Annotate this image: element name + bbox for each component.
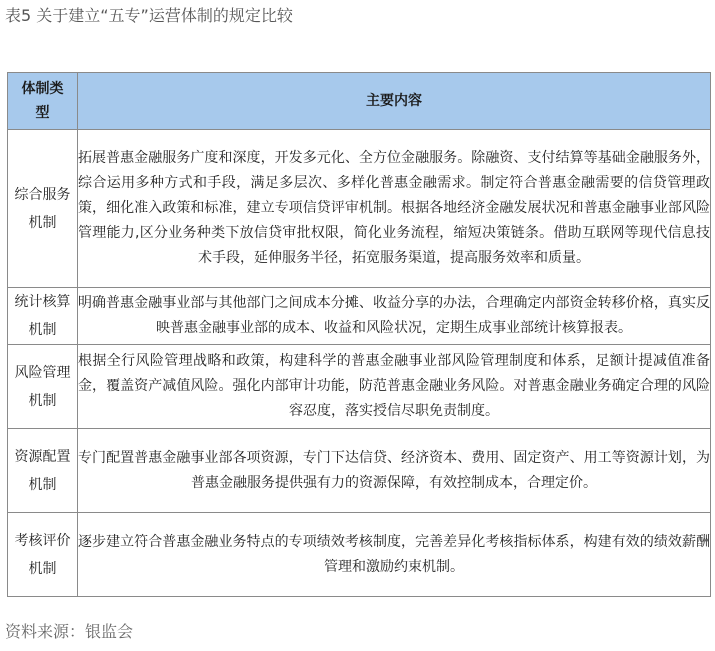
mechanism-content-cell: 明确普惠金融事业部与其他部门之间成本分摊、收益分享的办法，合理确定内部资金转移价格，真实反映普惠金融事业部的成本、收益和风险状况，定期生成事业部统计核算报表。: [78, 288, 711, 345]
mechanism-type-cell: 综合服务机制: [8, 130, 78, 288]
operation-mechanism-table: [7, 72, 711, 597]
mechanism-type-cell: 风险管理机制: [8, 345, 78, 429]
mechanism-content-cell: 专门配置普惠金融事业部各项资源，专门下达信贷、经济资本、费用、固定资产、用工等资源计划，为普惠金融服务提供强有力的资源保障，有效控制成本，合理定价。: [78, 429, 711, 513]
mechanism-type-cell: 资源配置机制: [8, 429, 78, 513]
mechanism-content-cell: 拓展普惠金融服务广度和深度，开发多元化、全方位金融服务。除融资、支付结算等基础金融服务外，综合运用多种方式和手段，满足多层次、多样化普惠金融需求。制定符合普惠金融需要的信贷管理政策，细化准入政策和标准，建立专项信贷评审机制。根据各地经济金融发展状况和普惠金融事业部风险管理能力,区分业务种类下放信贷审批权限，简化业务流程，缩短决策链条。借助互联网等现代信息技术手段，延伸服务半径，拓宽服务渠道，提高服务效率和质量。: [78, 130, 711, 288]
mechanism-content-cell: 根据全行风险管理战略和政策，构建科学的普惠金融事业部风险管理制度和体系，足额计提减值准备金，覆盖资产减值风险。强化内部审计功能，防范普惠金融业务风险。对普惠金融业务确定合理的风险容忍度，落实授信尽职免责制度。: [78, 345, 711, 429]
header-mechanism-type: 体制类型: [8, 73, 78, 130]
table-row: [8, 513, 711, 597]
mechanism-type-cell: 考核评价机制: [8, 513, 78, 597]
table-row: [8, 429, 711, 513]
mechanism-type-cell: 统计核算机制: [8, 288, 78, 345]
table-row: [8, 288, 711, 345]
table-row: [8, 130, 711, 288]
mechanism-content-cell: 逐步建立符合普惠金融业务特点的专项绩效考核制度，完善差异化考核指标体系，构建有效的绩效薪酬管理和激励约束机制。: [78, 513, 711, 597]
header-main-content: 主要内容: [78, 73, 711, 130]
source-note: 资料来源：银监会: [5, 622, 134, 641]
table-header-row: [8, 73, 711, 130]
table-row: [8, 345, 711, 429]
table-caption: 表5 关于建立“五专”运营体制的规定比较: [5, 6, 293, 25]
